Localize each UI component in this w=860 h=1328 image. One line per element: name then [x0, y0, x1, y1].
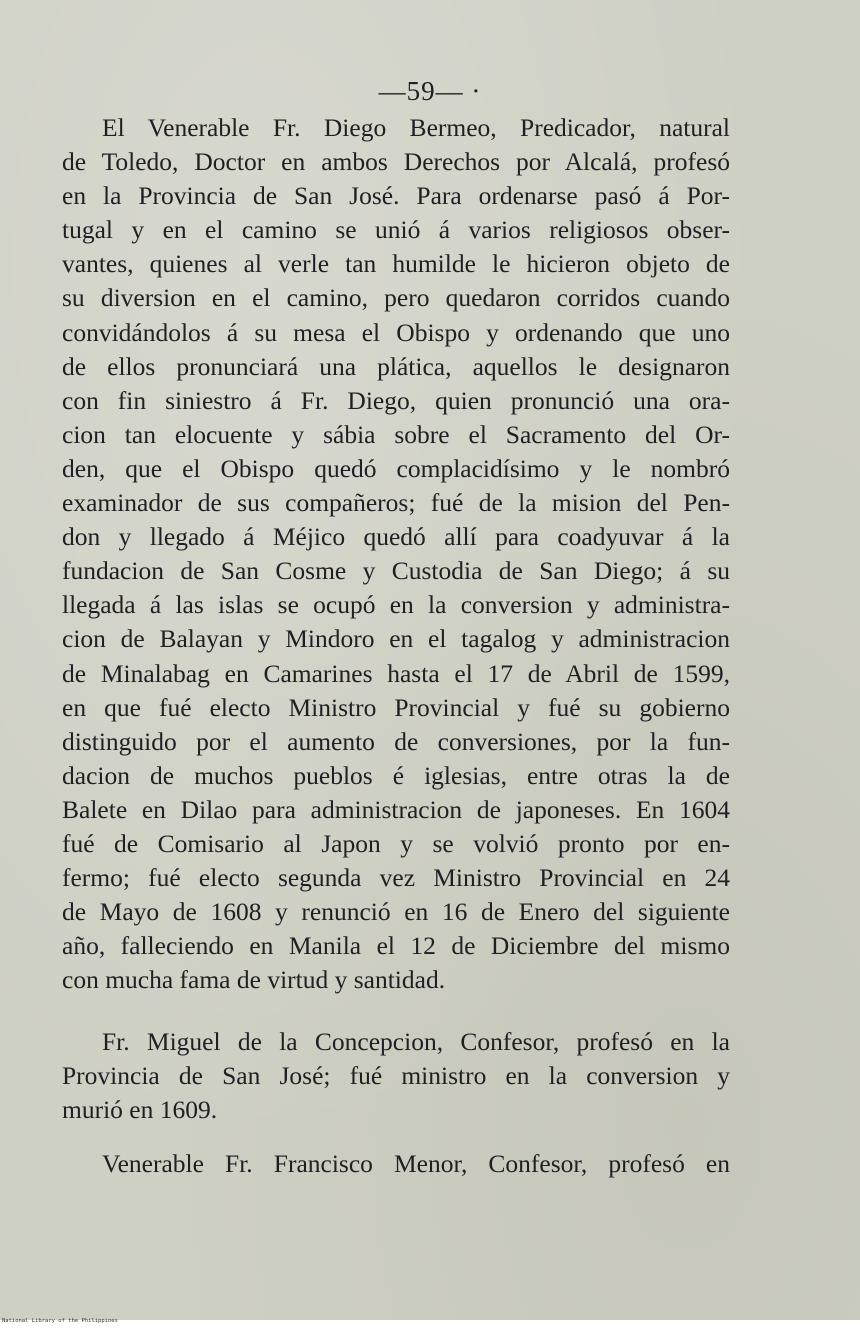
text-line: año, falleciendo en Manila el 12 de Diciembre del mismo	[62, 931, 730, 961]
text-line: en que fué electo Ministro Provincial y fué su gobierno	[62, 692, 730, 722]
library-footer	[0, 1320, 860, 1328]
text-line: tugal y en el camino se unió á varios religiosos obser-	[62, 215, 730, 245]
text-line: con mucha fama de virtud y santidad.	[62, 965, 446, 995]
text-line: cion tan elocuente y sábia sobre el Sacramento del Or-	[62, 419, 730, 449]
text-line: fermo; fué electo segunda vez Ministro Provincial en 24	[62, 863, 730, 893]
text-line: den, que el Obispo quedó complacidísimo y le nombró	[62, 453, 730, 483]
text-line: Fr. Miguel de la Concepcion, Confesor, profesó en la	[102, 1027, 730, 1056]
text-line: distinguido por el aumento de conversiones, por la fun-	[62, 726, 730, 756]
text-line: de ellos pronunciará una plática, aquellos le designaron	[62, 351, 730, 381]
text-line: El Venerable Fr. Diego Bermeo, Predicador, natural	[102, 113, 730, 142]
text-line: Venerable Fr. Francisco Menor, Confesor, profesó en	[102, 1149, 730, 1178]
text-line: llegada á las islas se ocupó en la conversion y administra-	[62, 590, 730, 620]
text-line: Balete en Dilao para administracion de japoneses. En 1604	[62, 794, 730, 824]
text-line: dacion de muchos pueblos é iglesias, entre otras la de	[62, 760, 730, 790]
text-line: cion de Balayan y Mindoro en el tagalog y administracion	[62, 624, 730, 654]
text-line: murió en 1609.	[62, 1095, 218, 1125]
text-line: de Minalabag en Camarines hasta el 17 de Abril de 1599,	[62, 658, 730, 688]
text-line: examinador de sus compañeros; fué de la mision del Pen-	[62, 488, 730, 518]
text-line: con fin siniestro á Fr. Diego, quien pronunció una ora-	[62, 385, 730, 415]
paragraph-miguel-concepcion	[62, 1025, 730, 1127]
text-line: don y llegado á Méjico quedó allí para coadyuvar á la	[62, 522, 730, 552]
text-line: fué de Comisario al Japon y se volvió pronto por en-	[62, 828, 730, 858]
text-line: en la Provincia de San José. Para ordenarse pasó á Por-	[62, 181, 730, 211]
paragraph-diego-bermeo	[62, 111, 730, 997]
text-line: de Mayo de 1608 y renunció en 16 de Enero del siguiente	[62, 897, 730, 927]
page-number: —59— ·	[378, 76, 482, 106]
paragraph-francisco-menor	[62, 1147, 730, 1181]
text-line: Provincia de San José; fué ministro en la conversion y	[62, 1061, 730, 1091]
footer-text: National Library of the Philippines	[2, 1318, 118, 1324]
text-line: su diversion en el camino, pero quedaron corridos cuando	[62, 283, 730, 313]
text-line: convidándolos á su mesa el Obispo y ordenando que uno	[62, 317, 730, 347]
text-line: fundacion de San Cosme y Custodia de San Diego; á su	[62, 556, 730, 586]
text-line: vantes, quienes al verle tan humilde le hicieron objeto de	[62, 249, 730, 279]
text-line: de Toledo, Doctor en ambos Derechos por Alcalá, profesó	[62, 147, 730, 177]
